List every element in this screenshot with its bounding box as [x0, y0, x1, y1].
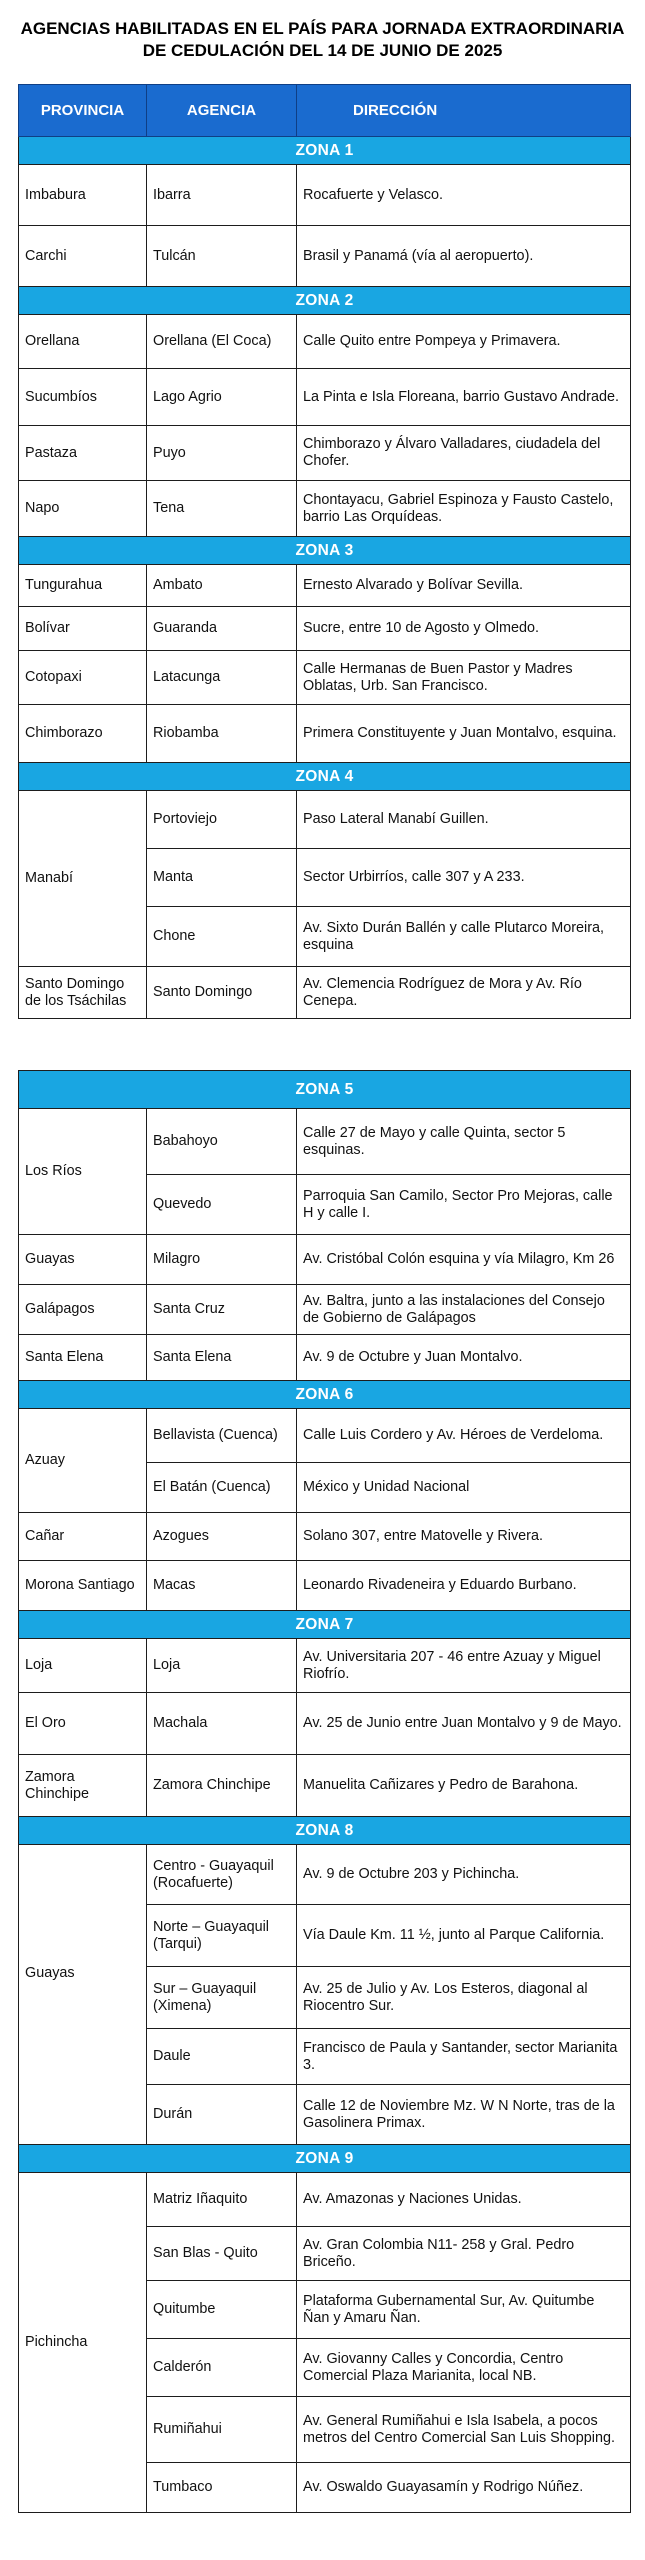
cell-direccion: Calle Luis Cordero y Av. Héroes de Verdeloma.	[297, 1409, 631, 1463]
column-header-provincia: PROVINCIA	[19, 85, 147, 137]
table-row	[19, 426, 631, 481]
cell-agencia: Centro - Guayaquil (Rocafuerte)	[147, 1845, 297, 1905]
cell-agencia: Ambato	[147, 565, 297, 607]
zone-row	[19, 1817, 631, 1845]
table-row	[19, 1639, 631, 1693]
document-title	[0, 18, 645, 66]
cell-agencia: Sur – Guayaquil (Ximena)	[147, 1967, 297, 2029]
cell-provincia: Bolívar	[19, 607, 147, 651]
zone-row	[19, 287, 631, 315]
cell-agencia: Santa Elena	[147, 1335, 297, 1381]
agencies-table-part-1	[18, 84, 631, 1019]
cell-provincia: Pastaza	[19, 426, 147, 481]
table-row	[19, 791, 631, 849]
table-header-row	[19, 85, 631, 137]
cell-agencia: Norte – Guayaquil (Tarqui)	[147, 1905, 297, 1967]
cell-direccion: Chimborazo y Álvaro Valladares, ciudadela del Chofer.	[297, 426, 631, 481]
cell-provincia: Sucumbíos	[19, 369, 147, 426]
table-row	[19, 1513, 631, 1561]
cell-direccion: Av. Sixto Durán Ballén y calle Plutarco Moreira, esquina	[297, 907, 631, 967]
cell-provincia: Tungurahua	[19, 565, 147, 607]
cell-direccion: México y Unidad Nacional	[297, 1463, 631, 1513]
table-row	[19, 1109, 631, 1175]
cell-agencia: Macas	[147, 1561, 297, 1611]
zone-row	[19, 763, 631, 791]
table-row	[19, 1693, 631, 1755]
cell-provincia: Santo Domingo de los Tsáchilas	[19, 967, 147, 1019]
cell-direccion: Av. Cristóbal Colón esquina y vía Milagro, Km 26	[297, 1235, 631, 1285]
cell-direccion: Paso Lateral Manabí Guillen.	[297, 791, 631, 849]
cell-agencia: Quevedo	[147, 1175, 297, 1235]
cell-agencia: Santo Domingo	[147, 967, 297, 1019]
cell-agencia: Machala	[147, 1693, 297, 1755]
table-row	[19, 967, 631, 1019]
cell-agencia: El Batán (Cuenca)	[147, 1463, 297, 1513]
column-header-agencia: AGENCIA	[147, 85, 297, 137]
cell-direccion: Chontayacu, Gabriel Espinoza y Fausto Castelo, barrio Las Orquídeas.	[297, 481, 631, 537]
cell-agencia: Calderón	[147, 2339, 297, 2397]
table-row	[19, 651, 631, 705]
cell-direccion: Calle Quito entre Pompeya y Primavera.	[297, 315, 631, 369]
column-header-direccion: DIRECCIÓN	[297, 85, 631, 137]
agencies-table-part-2	[18, 1070, 631, 2513]
cell-agencia: Durán	[147, 2085, 297, 2145]
zone-row	[19, 137, 631, 165]
zone-label: ZONA 6	[19, 1381, 631, 1409]
title-line-1: AGENCIAS HABILITADAS EN EL PAÍS PARA JORNADA EXTRAORDINARIA	[20, 19, 625, 38]
cell-provincia: Manabí	[19, 791, 147, 967]
table-row	[19, 1845, 631, 1905]
cell-provincia: Chimborazo	[19, 705, 147, 763]
cell-direccion: La Pinta e Isla Floreana, barrio Gustavo Andrade.	[297, 369, 631, 426]
cell-direccion: Plataforma Gubernamental Sur, Av. Quitumbe Ñan y Amaru Ñan.	[297, 2281, 631, 2339]
cell-direccion: Manuelita Cañizares y Pedro de Barahona.	[297, 1755, 631, 1817]
table-row	[19, 481, 631, 537]
cell-direccion: Calle 12 de Noviembre Mz. W N Norte, tras de la Gasolinera Primax.	[297, 2085, 631, 2145]
cell-provincia: Pichincha	[19, 2173, 147, 2513]
cell-agencia: Azogues	[147, 1513, 297, 1561]
cell-provincia: Los Ríos	[19, 1109, 147, 1235]
title-line-2: DE CEDULACIÓN DEL 14 DE JUNIO DE 2025	[142, 41, 503, 60]
cell-direccion: Calle 27 de Mayo y calle Quinta, sector 5 esquinas.	[297, 1109, 631, 1175]
zone-row	[19, 1611, 631, 1639]
cell-direccion: Parroquia San Camilo, Sector Pro Mejoras, calle H y calle I.	[297, 1175, 631, 1235]
cell-direccion: Calle Hermanas de Buen Pastor y Madres Oblatas, Urb. San Francisco.	[297, 651, 631, 705]
table-row	[19, 1561, 631, 1611]
table-row	[19, 1235, 631, 1285]
cell-direccion: Primera Constituyente y Juan Montalvo, esquina.	[297, 705, 631, 763]
cell-provincia: Morona Santiago	[19, 1561, 147, 1611]
cell-direccion: Av. Universitaria 207 - 46 entre Azuay y Miguel Riofrío.	[297, 1639, 631, 1693]
cell-agencia: Latacunga	[147, 651, 297, 705]
cell-provincia: Guayas	[19, 1235, 147, 1285]
cell-agencia: Matriz Iñaquito	[147, 2173, 297, 2227]
table-part-1	[18, 84, 630, 1019]
zone-row	[19, 1381, 631, 1409]
cell-agencia: Loja	[147, 1639, 297, 1693]
cell-direccion: Av. Gran Colombia N11- 258 y Gral. Pedro Briceño.	[297, 2227, 631, 2281]
cell-agencia: Guaranda	[147, 607, 297, 651]
cell-direccion: Av. 9 de Octubre y Juan Montalvo.	[297, 1335, 631, 1381]
cell-provincia: Imbabura	[19, 165, 147, 226]
table-row	[19, 369, 631, 426]
cell-agencia: Chone	[147, 907, 297, 967]
cell-provincia: Azuay	[19, 1409, 147, 1513]
table-row	[19, 1285, 631, 1335]
cell-provincia: Carchi	[19, 226, 147, 287]
cell-direccion: Solano 307, entre Matovelle y Rivera.	[297, 1513, 631, 1561]
zone-label: ZONA 5	[19, 1071, 631, 1109]
cell-direccion: Av. Oswaldo Guayasamín y Rodrigo Núñez.	[297, 2463, 631, 2513]
zone-label: ZONA 4	[19, 763, 631, 791]
cell-direccion: Av. 25 de Julio y Av. Los Esteros, diagonal al Riocentro Sur.	[297, 1967, 631, 2029]
table-row	[19, 607, 631, 651]
table-row	[19, 705, 631, 763]
cell-agencia: Quitumbe	[147, 2281, 297, 2339]
zone-label: ZONA 8	[19, 1817, 631, 1845]
cell-provincia: Guayas	[19, 1845, 147, 2145]
table-row	[19, 1335, 631, 1381]
cell-direccion: Leonardo Rivadeneira y Eduardo Burbano.	[297, 1561, 631, 1611]
cell-direccion: Ernesto Alvarado y Bolívar Sevilla.	[297, 565, 631, 607]
table-row	[19, 315, 631, 369]
cell-direccion: Av. General Rumiñahui e Isla Isabela, a pocos metros del Centro Comercial San Luis Shopping.	[297, 2397, 631, 2463]
cell-agencia: Daule	[147, 2029, 297, 2085]
table-part-2	[18, 1070, 630, 2513]
cell-direccion: Av. Clemencia Rodríguez de Mora y Av. Río Cenepa.	[297, 967, 631, 1019]
cell-direccion: Sucre, entre 10 de Agosto y Olmedo.	[297, 607, 631, 651]
zone-label: ZONA 9	[19, 2145, 631, 2173]
table-row	[19, 165, 631, 226]
cell-provincia: Santa Elena	[19, 1335, 147, 1381]
cell-agencia: Bellavista (Cuenca)	[147, 1409, 297, 1463]
cell-provincia: Napo	[19, 481, 147, 537]
cell-direccion: Vía Daule Km. 11 ½, junto al Parque California.	[297, 1905, 631, 1967]
cell-agencia: Orellana (El Coca)	[147, 315, 297, 369]
cell-direccion: Av. 25 de Junio entre Juan Montalvo y 9 de Mayo.	[297, 1693, 631, 1755]
cell-provincia: Loja	[19, 1639, 147, 1693]
cell-direccion: Av. 9 de Octubre 203 y Pichincha.	[297, 1845, 631, 1905]
cell-provincia: El Oro	[19, 1693, 147, 1755]
cell-direccion: Av. Giovanny Calles y Concordia, Centro Comercial Plaza Marianita, local NB.	[297, 2339, 631, 2397]
table-row	[19, 1755, 631, 1817]
cell-agencia: Milagro	[147, 1235, 297, 1285]
cell-direccion: Francisco de Paula y Santander, sector Marianita 3.	[297, 2029, 631, 2085]
cell-agencia: Tulcán	[147, 226, 297, 287]
cell-provincia: Cotopaxi	[19, 651, 147, 705]
cell-agencia: Santa Cruz	[147, 1285, 297, 1335]
table-row	[19, 565, 631, 607]
cell-agencia: Manta	[147, 849, 297, 907]
table-row	[19, 226, 631, 287]
cell-agencia: Zamora Chinchipe	[147, 1755, 297, 1817]
cell-direccion: Brasil y Panamá (vía al aeropuerto).	[297, 226, 631, 287]
cell-agencia: Babahoyo	[147, 1109, 297, 1175]
table-row	[19, 1409, 631, 1463]
cell-direccion: Av. Baltra, junto a las instalaciones del Consejo de Gobierno de Galápagos	[297, 1285, 631, 1335]
cell-agencia: Ibarra	[147, 165, 297, 226]
zone-label: ZONA 2	[19, 287, 631, 315]
cell-direccion: Av. Amazonas y Naciones Unidas.	[297, 2173, 631, 2227]
cell-direccion: Sector Urbirríos, calle 307 y A 233.	[297, 849, 631, 907]
cell-provincia: Cañar	[19, 1513, 147, 1561]
table-row	[19, 2173, 631, 2227]
cell-agencia: Tumbaco	[147, 2463, 297, 2513]
cell-agencia: Riobamba	[147, 705, 297, 763]
zone-label: ZONA 1	[19, 137, 631, 165]
cell-agencia: San Blas - Quito	[147, 2227, 297, 2281]
zone-row	[19, 537, 631, 565]
zone-row	[19, 1071, 631, 1109]
cell-provincia: Orellana	[19, 315, 147, 369]
cell-agencia: Rumiñahui	[147, 2397, 297, 2463]
cell-direccion: Rocafuerte y Velasco.	[297, 165, 631, 226]
cell-provincia: Zamora Chinchipe	[19, 1755, 147, 1817]
cell-agencia: Tena	[147, 481, 297, 537]
zone-label: ZONA 7	[19, 1611, 631, 1639]
cell-agencia: Puyo	[147, 426, 297, 481]
cell-provincia: Galápagos	[19, 1285, 147, 1335]
zone-label: ZONA 3	[19, 537, 631, 565]
cell-agencia: Lago Agrio	[147, 369, 297, 426]
cell-agencia: Portoviejo	[147, 791, 297, 849]
zone-row	[19, 2145, 631, 2173]
